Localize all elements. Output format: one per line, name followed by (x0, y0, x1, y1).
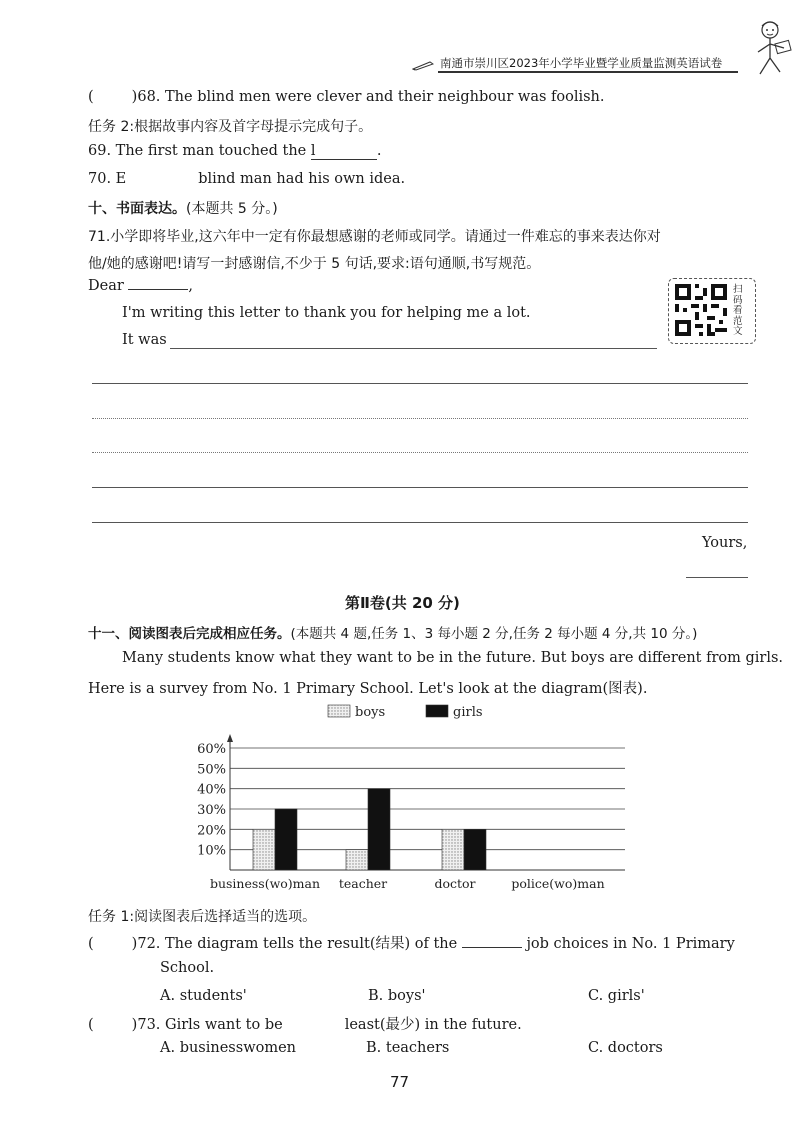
header-title: 南通市崇川区2023年小学毕业暨学业质量监测英语试卷 (440, 56, 723, 70)
cartoon-mascot-icon (748, 18, 794, 84)
bar-chart (190, 698, 640, 898)
letter-closing: Yours, (702, 535, 748, 551)
question-73: ( )73. Girls want to be least(最少) in the future. (88, 1017, 522, 1033)
bar-boys-0 (253, 829, 275, 870)
writing-line-5[interactable] (92, 487, 748, 488)
y-tick-label: 30% (197, 803, 226, 818)
letter-line2: It was (122, 332, 167, 348)
question-72: ( )72. The diagram tells the result(结果) of the job choices in No. 1 Primary (88, 936, 735, 952)
q73-option-a[interactable]: A. businesswomen (160, 1040, 297, 1056)
section10-heading: 十、书面表达。(本题共 5 分。) (88, 201, 278, 217)
y-tick-label: 60% (197, 742, 226, 757)
bar-boys-2 (442, 829, 464, 870)
x-category-label: business(wo)man (209, 876, 321, 891)
writing-line-6[interactable] (92, 522, 748, 523)
question-70: 70. E blind man had his own idea. (88, 171, 406, 187)
part2-title: 第Ⅱ卷(共 20 分) (345, 594, 460, 612)
question-72-line2: School. (160, 960, 215, 976)
writing-line-1[interactable] (170, 348, 657, 349)
bar-girls-0 (275, 809, 297, 870)
x-category-label: teacher (338, 876, 388, 891)
pen-icon (412, 56, 434, 75)
bar-boys-1 (346, 850, 368, 870)
q72-option-a[interactable]: A. students' (160, 988, 247, 1004)
section11-intro-line1: Many students know what they want to be in the future. But boys are different from girls. (122, 650, 784, 666)
y-tick-label: 10% (197, 843, 226, 859)
question-69: 69. The first man touched the l . (88, 143, 382, 159)
y-axis-arrow (227, 734, 233, 742)
writing-line-2[interactable] (92, 383, 748, 384)
recipient-blank[interactable] (128, 289, 188, 290)
q73-option-b[interactable]: B. teachers (366, 1040, 450, 1056)
writing-prompt-line1: 71.小学即将毕业,这六年中一定有你最想感谢的老师或同学。请通过一件难忘的事来表达你对 (88, 229, 661, 245)
x-category-label: police(wo)man (511, 876, 605, 891)
qr-code-box[interactable] (668, 278, 756, 344)
section11-intro-line2: Here is a survey from No. 1 Primary School. Let's look at the diagram(图表). (88, 681, 648, 697)
legend-label-girls: girls (453, 705, 483, 720)
q73-option-c[interactable]: C. doctors (588, 1040, 663, 1056)
x-category-label: doctor (434, 876, 476, 891)
task1-heading: 任务 1:阅读图表后选择适当的选项。 (88, 909, 317, 925)
letter-line1: I'm writing this letter to thank you for helping me a lot. (122, 305, 531, 321)
task2-heading: 任务 2:根据故事内容及首字母提示完成句子。 (88, 119, 373, 135)
section11-heading: 十一、阅读图表后完成相应任务。(本题共 4 题,任务 1、3 每小题 2 分,任务 2 每小题 4 分,共 10 分。) (88, 626, 698, 642)
qr-code[interactable] (675, 284, 727, 336)
letter-salutation: Dear , (88, 278, 194, 294)
q72-option-c[interactable]: C. girls' (588, 988, 645, 1004)
legend-label-boys: boys (355, 705, 386, 720)
q72-option-b[interactable]: B. boys' (368, 988, 426, 1004)
chart-legend (328, 705, 483, 720)
signature-line[interactable] (686, 577, 748, 578)
question-68: ( )68. The blind men were clever and their neighbour was foolish. (88, 89, 605, 105)
chart-bars (253, 789, 486, 870)
writing-prompt-line2: 他/她的感谢吧!请写一封感谢信,不少于 5 句话,要求:语句通顺,书写规范。 (88, 256, 541, 272)
answer-blank-72[interactable] (462, 947, 522, 948)
qr-label: 扫码看范文 (733, 284, 743, 337)
legend-swatch-girls (426, 705, 448, 717)
writing-line-4[interactable] (92, 452, 748, 453)
y-tick-label: 50% (197, 762, 226, 778)
bar-girls-1 (368, 789, 390, 870)
writing-line-3[interactable] (92, 418, 748, 419)
y-tick-label: 20% (197, 823, 226, 839)
page-number: 77 (390, 1073, 410, 1091)
answer-blank-69[interactable]: l (311, 143, 377, 160)
legend-swatch-boys (328, 705, 350, 717)
y-tick-label: 40% (197, 782, 226, 798)
bar-girls-2 (464, 829, 486, 870)
